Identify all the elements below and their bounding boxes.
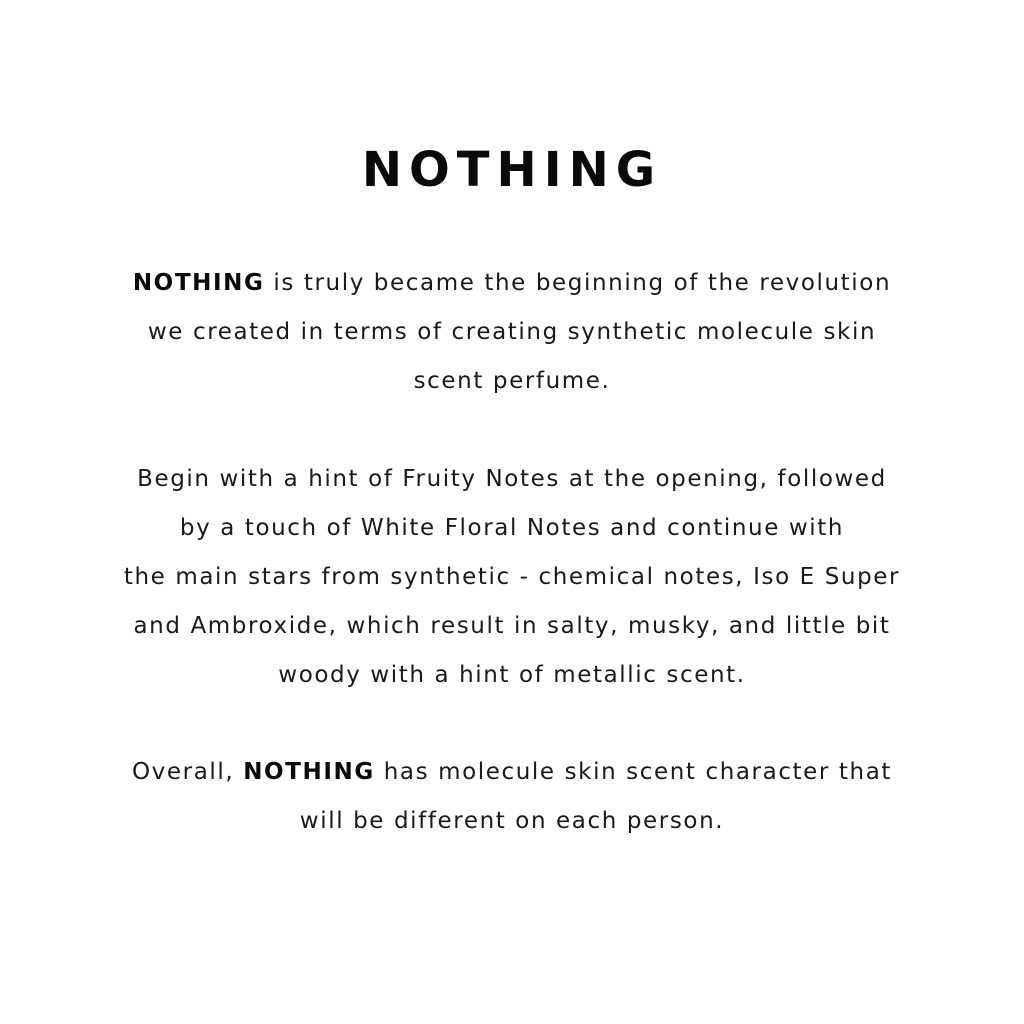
- intro-line-3: scent perfume.: [413, 368, 611, 394]
- summary-paragraph: [40, 748, 984, 846]
- brand-name-emphasis: NOTHING: [243, 759, 375, 785]
- notes-paragraph: [40, 455, 984, 700]
- notes-line-3: the main stars from synthetic - chemical notes, Iso E Super: [123, 564, 901, 590]
- intro-line-1: [40, 259, 984, 308]
- intro-line-2: we created in terms of creating synthetic molecule skin: [147, 319, 877, 345]
- page-title: NOTHING: [361, 142, 663, 198]
- notes-line-1: Begin with a hint of Fruity Notes at the opening, followed: [137, 466, 887, 492]
- summary-line-2: will be different on each person.: [299, 808, 725, 834]
- summary-line-1: [40, 748, 984, 797]
- notes-line-5: woody with a hint of metallic scent.: [278, 662, 746, 688]
- intro-paragraph: [40, 259, 984, 406]
- summary-line-1-prefix: Overall,: [131, 759, 244, 785]
- intro-line-1-text: is truly became the beginning of the revolution: [264, 270, 892, 296]
- notes-line-2: by a touch of White Floral Notes and continue with: [179, 515, 845, 541]
- notes-line-4: and Ambroxide, which result in salty, musky, and little bit: [133, 613, 891, 639]
- summary-line-1-text: has molecule skin scent character that: [374, 759, 893, 785]
- brand-name-emphasis: NOTHING: [132, 270, 265, 296]
